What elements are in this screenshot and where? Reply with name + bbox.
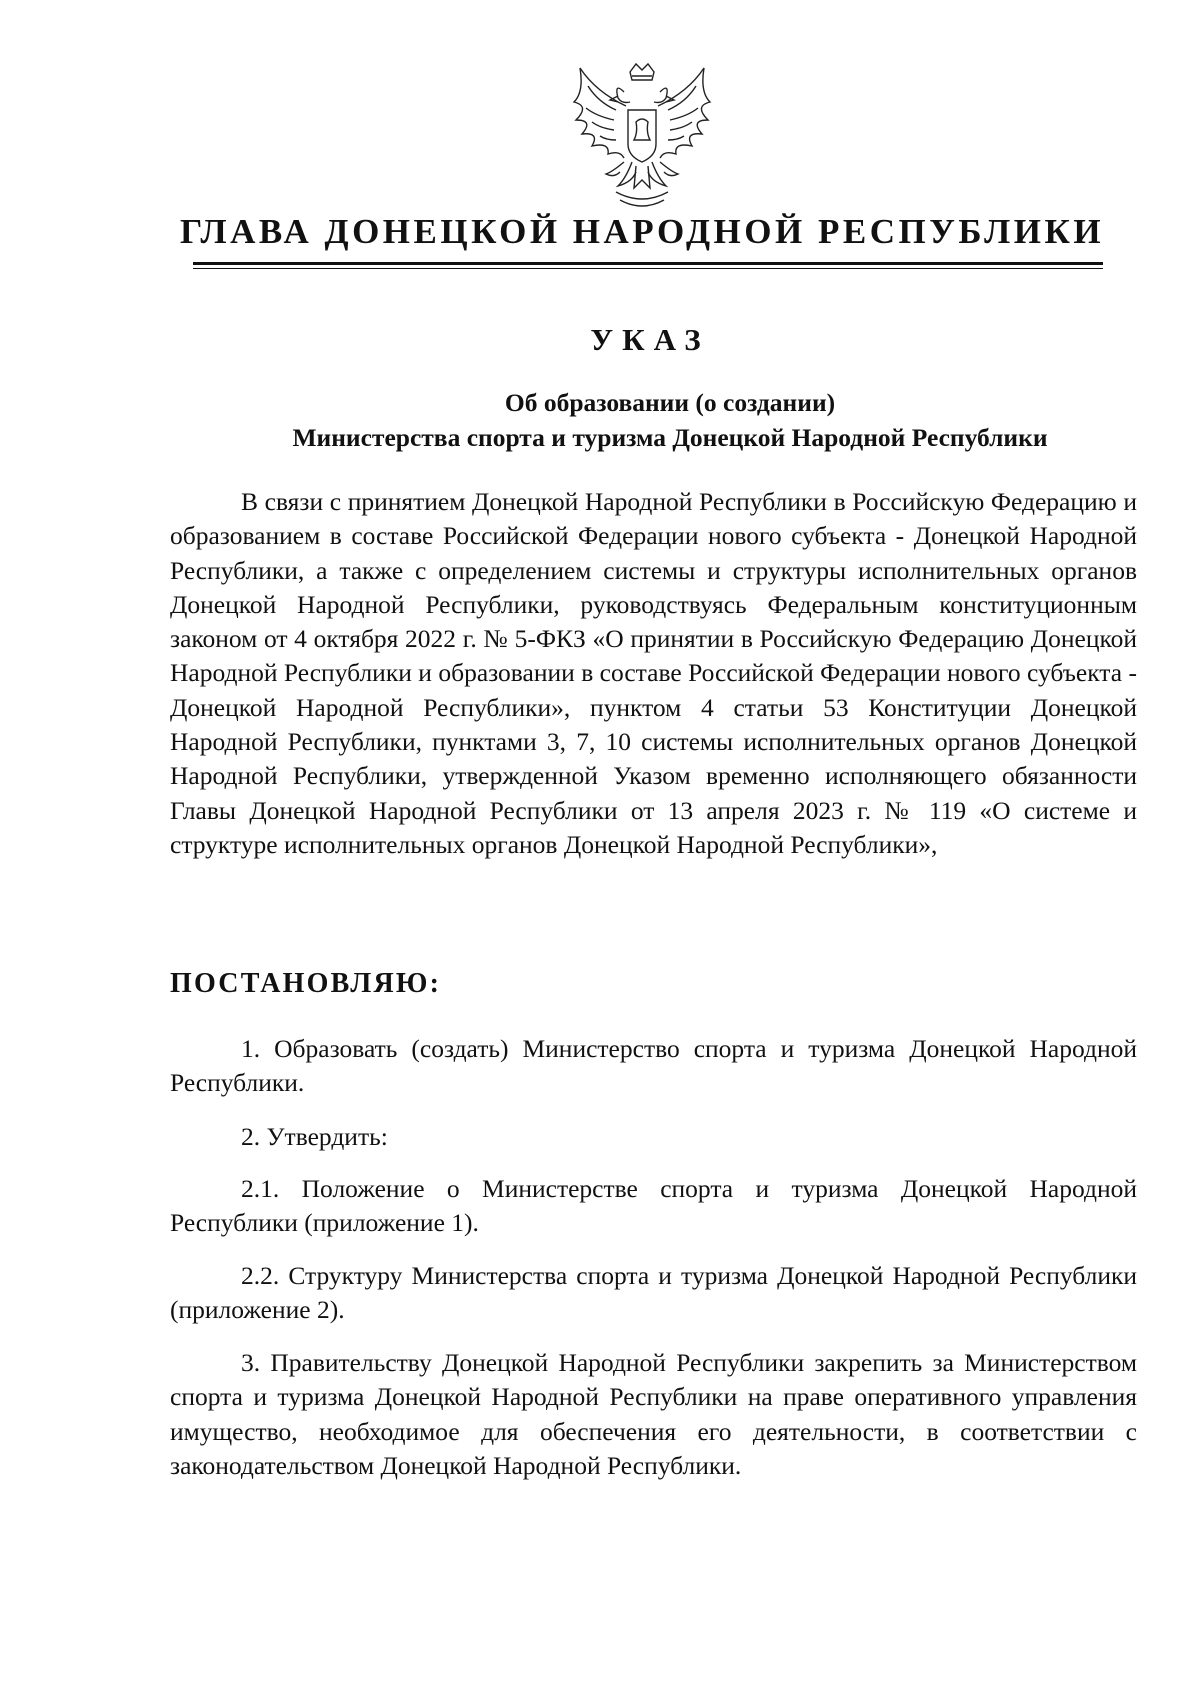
decree-operative-word: ПОСТАНОВЛЯЮ: [170, 968, 442, 999]
item-1: 1. Образовать (создать) Министерство спорта и туризма Донецкой Народной Республики. [170, 1034, 1137, 1098]
issuing-authority-heading: ГЛАВА ДОНЕЦКОЙ НАРОДНОЙ РЕСПУБЛИКИ [180, 212, 1105, 251]
preamble-paragraph: В связи с принятием Донецкой Народной Республики в Российскую Федерацию и образованием в составе Российской Федерации нового субъекта - Донецкой Народной Республики, а также с определением системы и структуры исполнительных органов Донецкой Народной Республики, руководствуясь Федеральным конституционным законом от 4 октября 2022 г. № 5-ФКЗ «О принятии в Российскую Федерацию Донецкой Народной Республики и образовании в составе Российской Федерации нового субъекта - Донецкой Народной Республики», пунктом 4 статьи 53 Конституции Донецкой Народной Республики, пунктами 3, 7, 10 системы исполнительных органов Донецкой Народной Республики, утвержденной Указом временно исполняющего обязанности Главы Донецкой Народной Республики от 13 апреля 2023 г. № 119 «О системе и структуре исполнительных органов Донецкой Народной Республики», [170, 487, 1137, 859]
header-rule-thin [193, 268, 1103, 269]
header-rule-thick [193, 262, 1103, 265]
coat-of-arms-emblem [566, 62, 718, 216]
document-title [230, 385, 1110, 455]
item-2-2: 2.2. Структуру Министерства спорта и туризма Донецкой Народной Республики (приложение 2). [170, 1261, 1137, 1325]
document-title-line-2: Министерства спорта и туризма Донецкой Народной Республики [292, 423, 1048, 452]
document-title-line-1: Об образовании (о создании) [504, 388, 836, 417]
item-2: 2. Утвердить: [241, 1122, 388, 1151]
document-type-heading: УКАЗ [590, 322, 710, 357]
item-2-1: 2.1. Положение о Министерстве спорта и туризма Донецкой Народной Республики (приложение 1). [170, 1174, 1137, 1238]
item-3: 3. Правительству Донецкой Народной Республики закрепить за Министерством спорта и туризма Донецкой Народной Республики на праве оперативного управления имущество, необходимое для обеспечения его деятельности, в соответствии с законодательством Донецкой Народной Республики. [170, 1348, 1137, 1480]
